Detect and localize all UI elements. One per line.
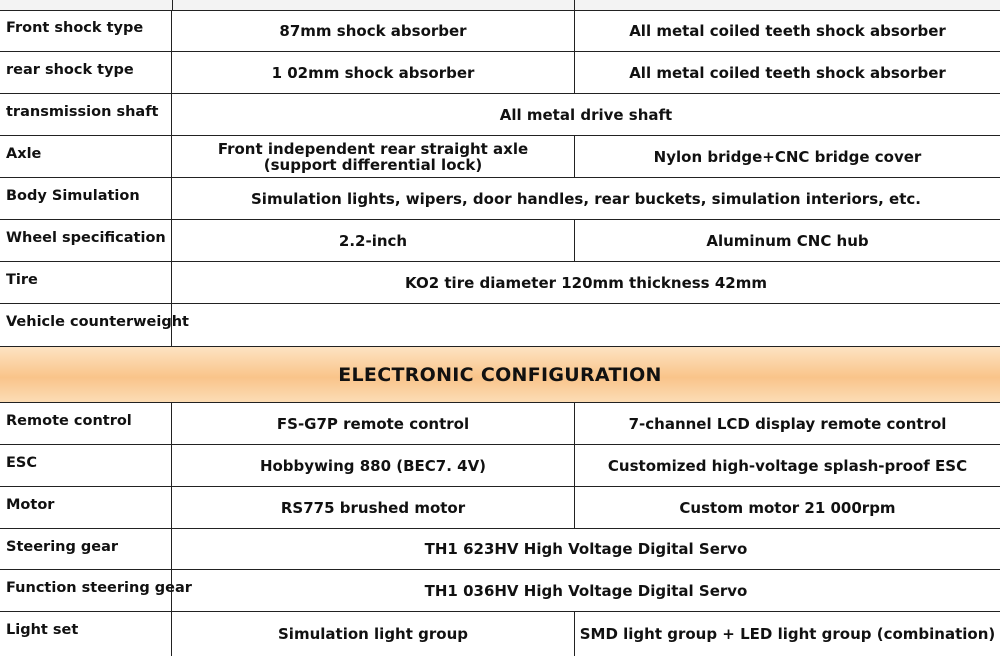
spec-value: Aluminum CNC hub	[706, 231, 869, 250]
table-row	[0, 304, 1000, 347]
spec-value: 2.2-inch	[172, 220, 575, 261]
spec-value: Nylon bridge+CNC bridge cover	[653, 147, 922, 166]
spec-value: All metal drive shaft	[499, 105, 673, 124]
row-label: Steering gear	[0, 529, 172, 569]
row-label: Body Simulation	[0, 178, 172, 219]
spec-value: All metal coiled teeth shock absorber	[629, 21, 946, 40]
spec-value: RS775 brushed motor	[172, 487, 575, 528]
table-row	[0, 52, 1000, 94]
table-row	[0, 403, 1000, 445]
table-row	[0, 262, 1000, 304]
table-row	[0, 10, 1000, 52]
table-row	[0, 220, 1000, 262]
spec-value: Custom motor 21 000rpm	[679, 498, 896, 517]
row-label: ESC	[0, 445, 172, 486]
spec-value: Simulation lights, wipers, door handles, rear buckets, simulation interiors, etc.	[251, 189, 921, 208]
spec-value: 87mm shock absorber	[172, 10, 575, 51]
spec-value: 7-channel LCD display remote control	[628, 414, 947, 433]
table-row	[0, 570, 1000, 612]
row-label: Remote control	[0, 403, 172, 444]
row-label: Motor	[0, 487, 172, 528]
table-row	[0, 178, 1000, 220]
section-banner	[0, 347, 1000, 403]
table-row	[0, 487, 1000, 529]
spec-value	[172, 304, 1000, 346]
spec-value: Customized high-voltage splash-proof ESC	[607, 456, 968, 475]
row-label: Vehicle counterweight	[0, 304, 172, 346]
spec-value: Simulation light group	[172, 612, 575, 656]
table-row	[0, 529, 1000, 570]
row-label: Axle	[0, 136, 172, 177]
row-label: transmission shaft	[0, 94, 172, 135]
spec-value: TH1 623HV High Voltage Digital Servo	[424, 540, 748, 558]
spec-value: KO2 tire diameter 120mm thickness 42mm	[405, 273, 767, 292]
table-row	[0, 612, 1000, 656]
row-label: Light set	[0, 612, 172, 656]
table-row	[0, 136, 1000, 178]
spec-value: FS-G7P remote control	[172, 403, 575, 444]
row-label: Function steering gear	[0, 570, 172, 611]
row-label: Front shock type	[0, 10, 172, 51]
table-row	[0, 94, 1000, 136]
row-label: Tire	[0, 262, 172, 303]
spec-value: TH1 036HV High Voltage Digital Servo	[424, 581, 748, 600]
row-label: rear shock type	[0, 52, 172, 93]
spec-value: All metal coiled teeth shock absorber	[629, 63, 946, 82]
table-row	[0, 445, 1000, 487]
section-title: ELECTRONIC CONFIGURATION	[338, 363, 662, 386]
row-label: Wheel specification	[0, 220, 172, 261]
spec-value: Front independent rear straight axle (support differential lock)	[172, 136, 575, 177]
spec-value: 1 02mm shock absorber	[172, 52, 575, 93]
spec-value: SMD light group + LED light group (combination)	[579, 625, 996, 643]
spec-value: Hobbywing 880 (BEC7. 4V)	[172, 445, 575, 486]
